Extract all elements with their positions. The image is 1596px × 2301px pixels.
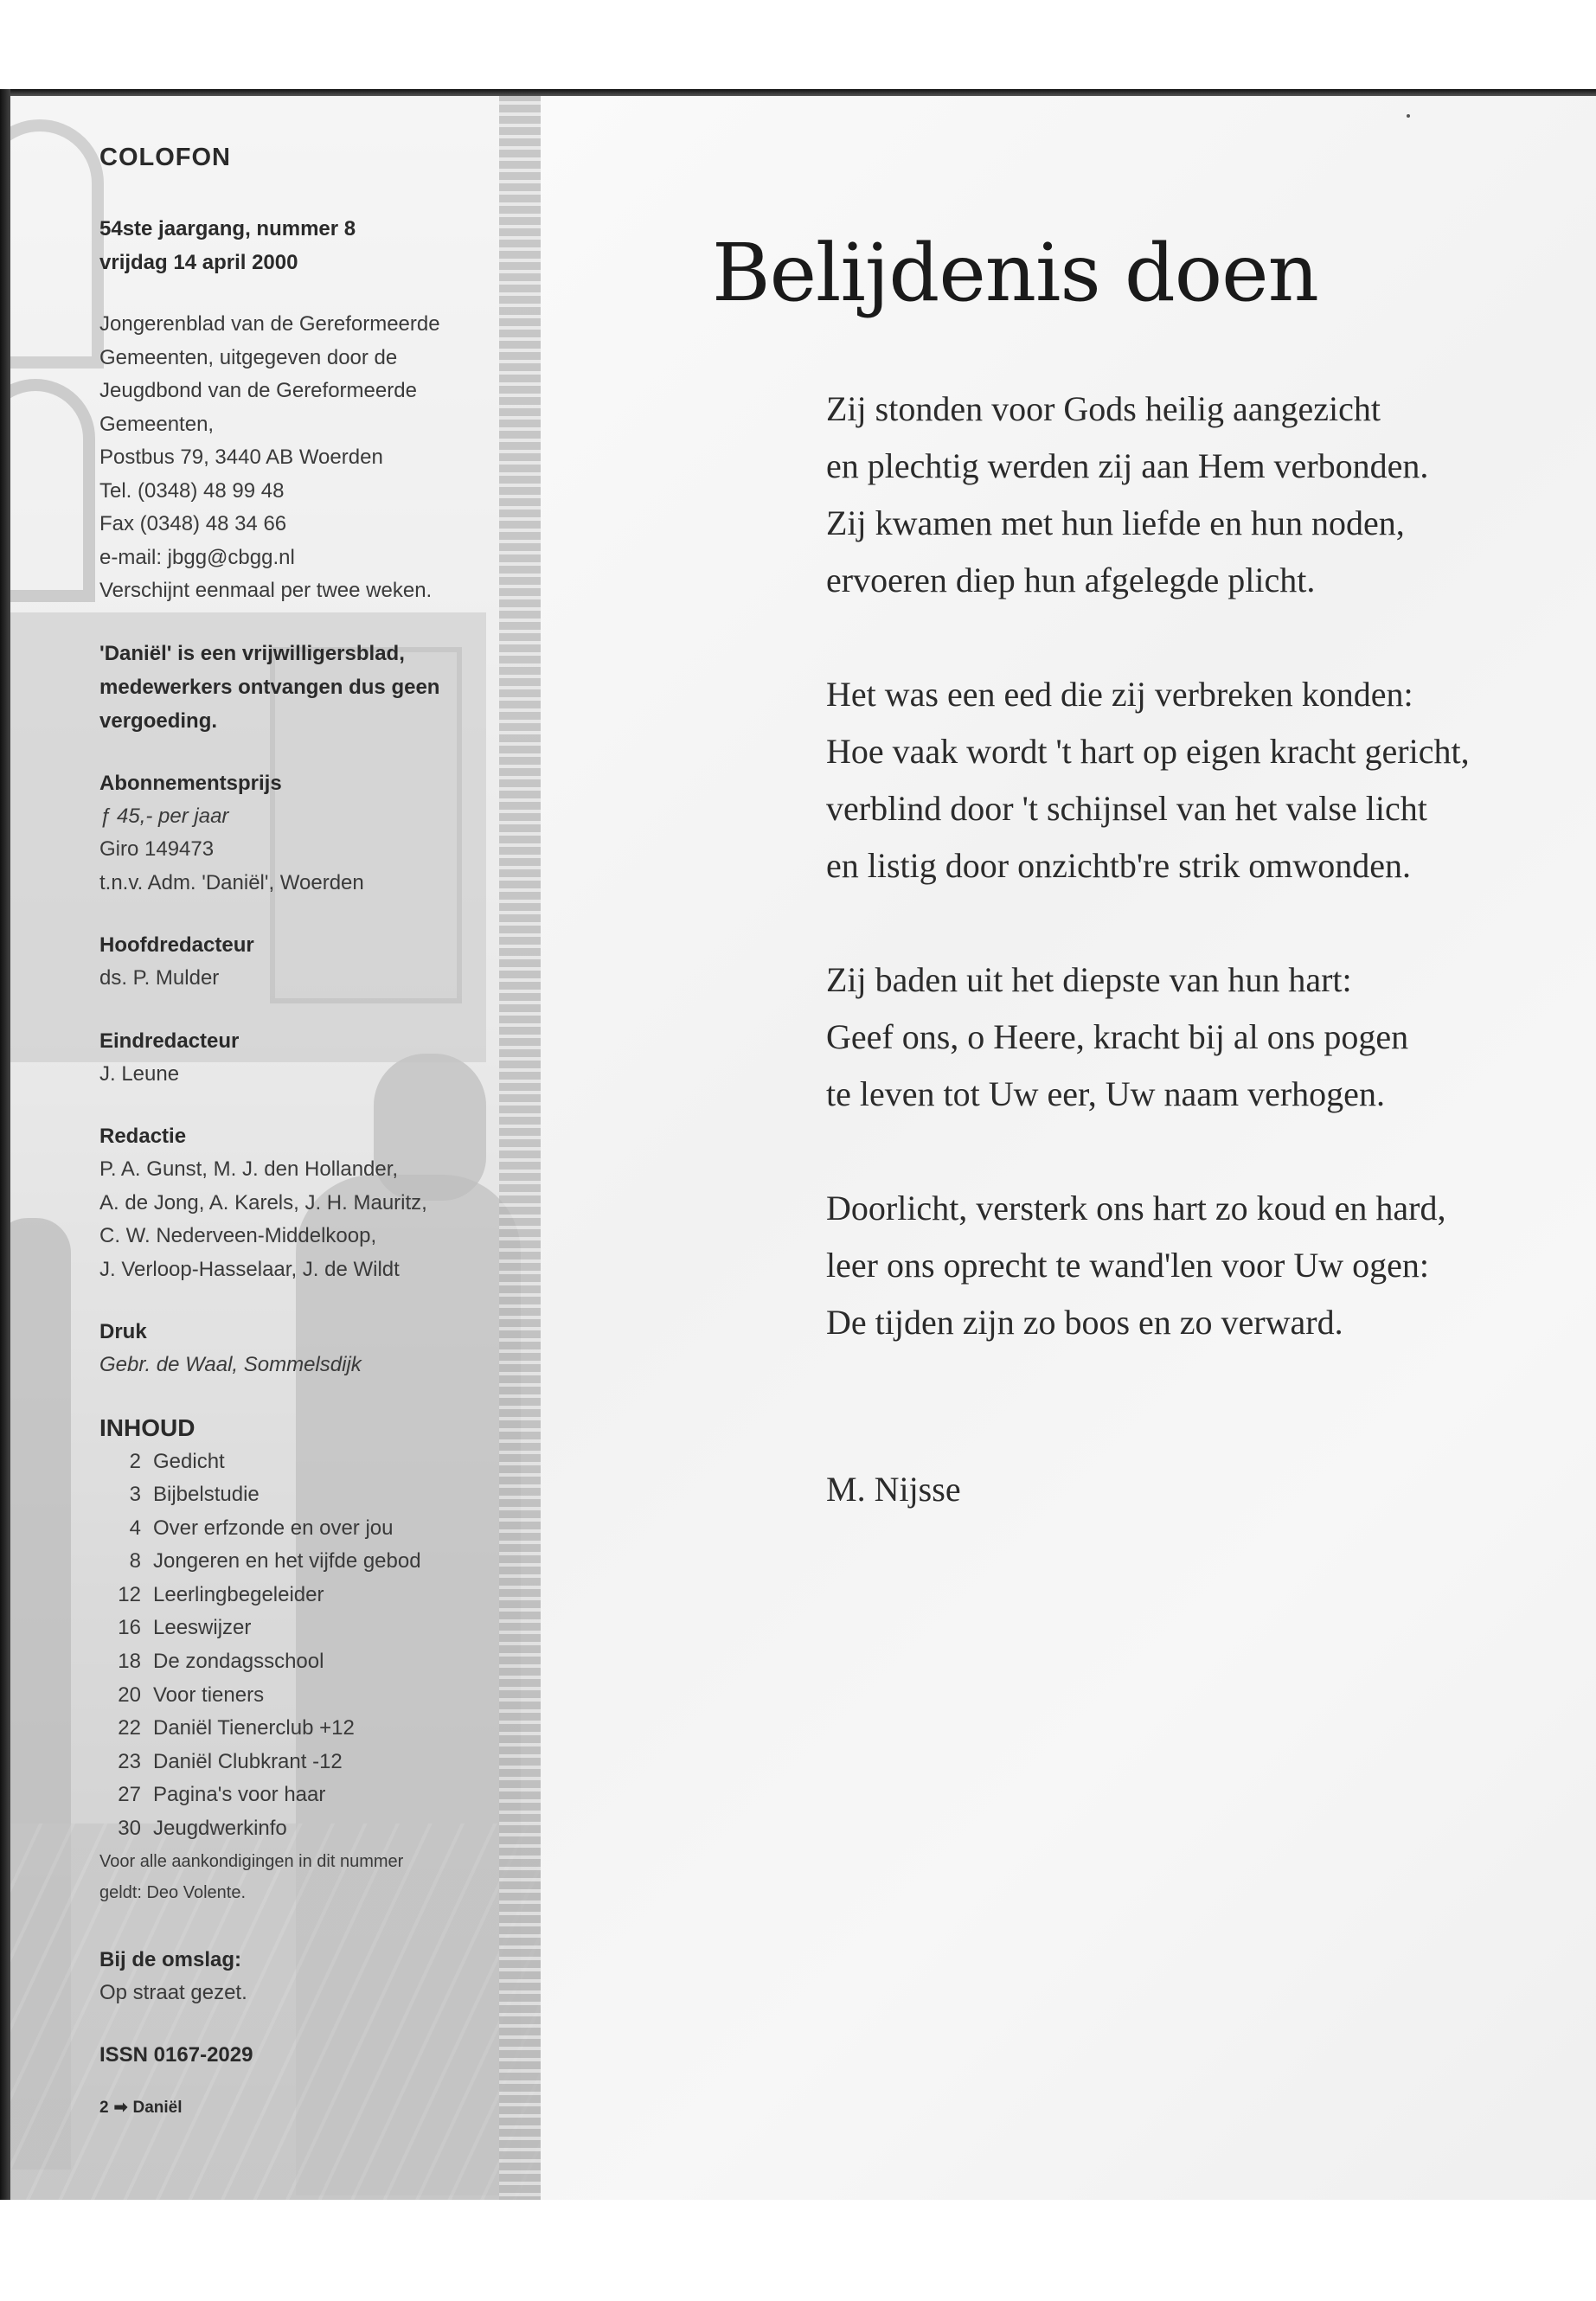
table-of-contents [99, 1411, 506, 1908]
poem-verse: te leven tot Uw eer, Uw naam verhogen. [826, 1074, 1385, 1113]
toc-title: De zondagsschool [153, 1650, 324, 1674]
deo-volente-note: Voor alle aankondigingen in dit nummer [99, 1851, 404, 1871]
editorial-info [99, 1119, 506, 1286]
poem-stanza [826, 666, 1535, 894]
volunteer-line: medewerkers ontvangen dus geen [99, 675, 440, 699]
toc-title: Daniël Tienerclub +12 [153, 1716, 355, 1740]
volunteer-line: vergoeding. [99, 708, 218, 733]
toc-title: Jongeren en het vijfde gebod [153, 1549, 421, 1574]
publisher-info [99, 308, 506, 608]
poem-title: Belijdenis doen [712, 227, 1318, 319]
colofon-heading: COLOFON [99, 144, 231, 171]
inhoud-heading: INHOUD [99, 1413, 195, 1441]
toc-item [99, 1712, 506, 1746]
poem-stanza [826, 1180, 1535, 1351]
chief-editor-info [99, 928, 506, 996]
toc-page-number: 27 [118, 1783, 141, 1807]
poem-verse: en plechtig werden zij aan Hem verbonden. [826, 446, 1429, 485]
print-info [99, 1315, 506, 1382]
poem-stanza [826, 952, 1535, 1123]
toc-item [99, 1812, 506, 1846]
scan-speck [1407, 114, 1410, 118]
subscription-price: ƒ 45,- per jaar [99, 804, 229, 828]
magazine-name: Daniël [132, 2099, 183, 2118]
toc-page-number: 12 [118, 1582, 141, 1606]
scan-edge-top [3, 89, 1596, 96]
issue-info [99, 212, 506, 279]
toc-list [99, 1445, 506, 1846]
page-footer [99, 2098, 506, 2118]
poem-verse: Hoe vaak wordt 't hart op eigen kracht gericht, [826, 732, 1470, 771]
toc-page-number: 8 [129, 1549, 141, 1574]
toc-item [99, 1478, 506, 1512]
cover-text: Op straat gezet. [99, 1980, 247, 2004]
editorial-line: P. A. Gunst, M. J. den Hollander, [99, 1157, 399, 1181]
publisher-line: Gemeenten, uitgegeven door de [99, 345, 398, 369]
email-line: e-mail: jbgg@cbgg.nl [99, 545, 295, 569]
toc-item [99, 1679, 506, 1713]
toc-title: Daniël Clubkrant -12 [153, 1749, 343, 1773]
issue-date: vrijdag 14 april 2000 [99, 251, 298, 274]
toc-page-number: 22 [118, 1716, 141, 1740]
toc-title: Over erfzonde en over jou [153, 1516, 394, 1540]
address-line: Postbus 79, 3440 AB Woerden [99, 445, 383, 469]
publisher-line: Gemeenten, [99, 412, 215, 436]
subscription-attn: t.n.v. Adm. 'Daniël', Woerden [99, 870, 364, 894]
toc-page-number: 3 [129, 1483, 141, 1507]
poem-verse: De tijden zijn zo boos en zo verward. [826, 1303, 1343, 1342]
editorial-label: Redactie [99, 1125, 187, 1148]
subscription-info [99, 766, 506, 901]
issn: ISSN 0167-2029 [99, 2043, 253, 2067]
deo-volente-note: geldt: Deo Volente. [99, 1882, 247, 1902]
scan-edge-left [0, 89, 10, 2200]
poem-author: M. Nijsse [826, 1470, 961, 1509]
poem-verse: verblind door 't schijnsel van het valse licht [826, 789, 1427, 828]
frequency-line: Verschijnt eenmaal per twee weken. [99, 579, 433, 602]
poem-verse: en listig door onzichtb're strik omwonden. [826, 846, 1411, 885]
poem-verse: Zij baden uit het diepste van hun hart: [826, 960, 1352, 999]
colofon [99, 144, 506, 2118]
poem-verse: Zij kwamen met hun liefde en hun noden, [826, 503, 1405, 542]
volunteer-note [99, 637, 506, 738]
toc-title: Pagina's voor haar [153, 1783, 326, 1807]
toc-item [99, 1645, 506, 1679]
toc-title: Jeugdwerkinfo [153, 1817, 287, 1841]
volunteer-line: 'Daniël' is een vrijwilligersblad, [99, 641, 405, 665]
toc-page-number: 18 [118, 1650, 141, 1674]
publisher-line: Jongerenblad van de Gereformeerde [99, 312, 440, 336]
chief-editor-label: Hoofdredacteur [99, 933, 254, 957]
toc-item [99, 1779, 506, 1812]
colofon-sidebar [10, 93, 541, 2200]
cover-label: Bij de omslag: [99, 1947, 242, 1971]
final-editor-label: Eindredacteur [99, 1029, 240, 1053]
toc-title: Gedicht [153, 1449, 225, 1473]
toc-page-number: 2 [129, 1449, 141, 1473]
poem-verse: Zij stonden voor Gods heilig aangezicht [826, 389, 1381, 428]
arrow-right-icon: ➡ [113, 2099, 128, 2118]
toc-item [99, 1545, 506, 1579]
phone-line: Tel. (0348) 48 99 48 [99, 478, 285, 503]
poem-verse: leer ons oprecht te wand'len voor Uw ogen: [826, 1246, 1429, 1285]
toc-page-number: 4 [129, 1516, 141, 1540]
print-name: Gebr. de Waal, Sommelsdijk [99, 1353, 362, 1376]
poem-verse: Het was een eed die zij verbreken konden: [826, 675, 1413, 714]
editorial-line: J. Verloop-Hasselaar, J. de Wildt [99, 1257, 400, 1281]
toc-title: Bijbelstudie [153, 1483, 260, 1507]
publisher-line: Jeugdbond van de Gereformeerde [99, 379, 417, 402]
toc-title: Voor tieners [153, 1682, 265, 1707]
poem-stanza [826, 381, 1535, 609]
subscription-label: Abonnementsprijs [99, 771, 282, 795]
issue-volume: 54ste jaargang, nummer 8 [99, 217, 356, 240]
toc-item [99, 1445, 506, 1479]
toc-item [99, 1746, 506, 1779]
editorial-line: A. de Jong, A. Karels, J. H. Mauritz, [99, 1190, 427, 1215]
cover-info [99, 1943, 506, 2010]
toc-item [99, 1579, 506, 1612]
toc-page-number: 20 [118, 1682, 141, 1707]
toc-item [99, 1612, 506, 1645]
toc-item [99, 1512, 506, 1546]
scan-margin [0, 0, 1596, 91]
poem-verse: ervoeren diep hun afgelegde plicht. [826, 561, 1316, 599]
poem-body [826, 381, 1535, 1408]
toc-title: Leeswijzer [153, 1616, 252, 1640]
toc-page-number: 23 [118, 1749, 141, 1773]
toc-title: Leerlingbegeleider [153, 1582, 324, 1606]
final-editor-info [99, 1024, 506, 1092]
chief-editor-name: ds. P. Mulder [99, 966, 220, 990]
toc-page-number: 30 [118, 1817, 141, 1841]
toc-page-number: 16 [118, 1616, 141, 1640]
fax-line: Fax (0348) 48 34 66 [99, 512, 287, 535]
print-label: Druk [99, 1320, 147, 1343]
poem-verse: Geef ons, o Heere, kracht bij al ons pogen [826, 1017, 1409, 1056]
page-number: 2 [99, 2099, 109, 2118]
subscription-giro: Giro 149473 [99, 837, 215, 861]
poem-verse: Doorlicht, versterk ons hart zo koud en hard, [826, 1189, 1446, 1227]
final-editor-name: J. Leune [99, 1061, 180, 1086]
editorial-line: C. W. Nederveen-Middelkoop, [99, 1224, 377, 1247]
